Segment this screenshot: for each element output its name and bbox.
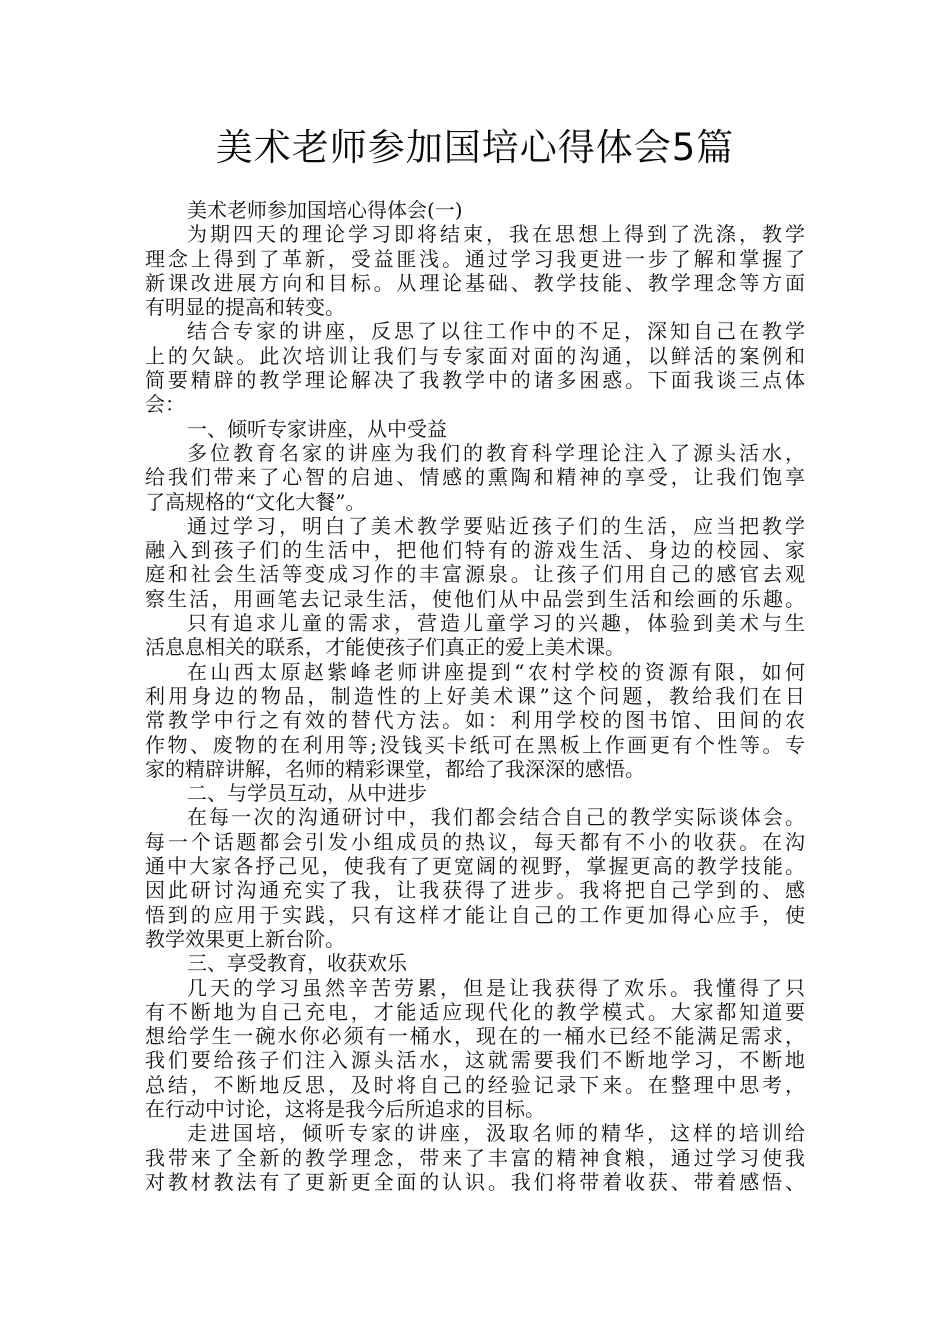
text-line: 有明显的提高和转变。 [145,295,345,320]
text-line: 给我们带来了心智的启迪、情感的熏陶和精神的享受，让我们饱享 [145,465,805,490]
text-line: 多位教育名家的讲座为我们的教育科学理论注入了源头活水， [187,440,805,465]
text-line: 想给学生一碗水你必须有一桶水，现在的一桶水已经不能满足需求， [145,1024,805,1049]
text-line: 悟到的应用于实践，只有这样才能让自己的工作更加得心应手，使 [145,902,805,927]
text-line: 在山西太原赵紫峰老师讲座提到“农村学校的资源有限，如何 [187,659,805,684]
text-line: 我们要给孩子们注入源头活水，这就需要我们不断地学习，不断地 [145,1048,805,1073]
text-line: 理念上得到了革新，受益匪浅。通过学习我更进一步了解和掌握了 [145,246,805,271]
text-line: 只有追求儿童的需求，营造儿童学习的兴趣，体验到美术与生 [187,611,805,636]
text-line: 二、与学员互动，从中进步 [187,781,427,806]
text-line: 新课改进展方向和目标。从理论基础、教学技能、教学理念等方面 [145,270,805,295]
text-line: 对教材教法有了更新更全面的认识。我们将带着收获、带着感悟、 [145,1169,805,1194]
text-line: 家的精辟讲解，名师的精彩课堂，都给了我深深的感悟。 [145,756,645,781]
text-line: 上的欠缺。此次培训让我们与专家面对面的沟通，以鲜活的案例和 [145,343,805,368]
text-line: 几天的学习虽然辛苦劳累，但是让我获得了欢乐。我懂得了只 [187,975,805,1000]
text-line: 通中大家各抒己见，使我有了更宽阔的视野，掌握更高的教学技能。 [145,854,805,879]
text-line: 因此研讨沟通充实了我，让我获得了进步。我将把自己学到的、感 [145,878,805,903]
text-line: 在行动中讨论，这将是我今后所追求的目标。 [145,1096,545,1121]
document-title: 美术老师参加国培心得体会5篇 [215,126,735,169]
text-line: 会： [145,392,185,417]
text-line: 作物、废物的在利用等;没钱买卡纸可在黑板上作画更有个性等。专 [145,732,805,757]
text-line: 教学效果更上新台阶。 [145,926,345,951]
document-body [145,198,805,1194]
text-line: 有不断地为自己充电，才能适应现代化的教学模式。大家都知道要 [145,999,805,1024]
text-line: 为期四天的理论学习即将结束，我在思想上得到了洗涤，教学 [187,222,805,247]
text-line: 在每一次的沟通研讨中，我们都会结合自己的教学实际谈体会。 [187,805,805,830]
text-line: 察生活，用画笔去记录生活，使他们从中品尝到生活和绘画的乐趣。 [145,586,805,611]
text-line: 结合专家的讲座，反思了以往工作中的不足，深知自己在教学 [187,319,805,344]
text-line: 通过学习，明白了美术教学要贴近孩子们的生活，应当把教学 [187,513,805,538]
text-line: 每一个话题都会引发小组成员的热议，每天都有不小的收获。在沟 [145,829,805,854]
text-line: 三、享受教育，收获欢乐 [187,951,407,976]
text-line: 庭和社会生活等变成习作的丰富源泉。让孩子们用自己的感官去观 [145,562,805,587]
text-line: 简要精辟的教学理论解决了我教学中的诸多困惑。下面我谈三点体 [145,368,805,393]
text-line: 利用身边的物品，制造性的上好美术课”这个问题，教给我们在日 [145,683,805,708]
text-line: 了高规格的“文化大餐”。 [145,489,366,514]
text-line: 我带来了全新的教学理念，带来了丰富的精神食粮，通过学习使我 [145,1145,805,1170]
text-line: 走进国培，倾听专家的讲座，汲取名师的精华，这样的培训给 [187,1121,805,1146]
text-line: 融入到孩子们的生活中，把他们特有的游戏生活、身边的校园、家 [145,538,805,563]
text-line: 活息息相关的联系，才能使孩子们真正的爱上美术课。 [145,635,625,660]
text-line: 总结，不断地反思，及时将自己的经验记录下来。在整理中思考， [145,1072,805,1097]
text-line: 一、倾听专家讲座，从中受益 [187,416,447,441]
text-line: 美术老师参加国培心得体会(一) [187,198,463,222]
text-line: 常教学中行之有效的替代方法。如：利用学校的图书馆、田间的农 [145,708,805,733]
